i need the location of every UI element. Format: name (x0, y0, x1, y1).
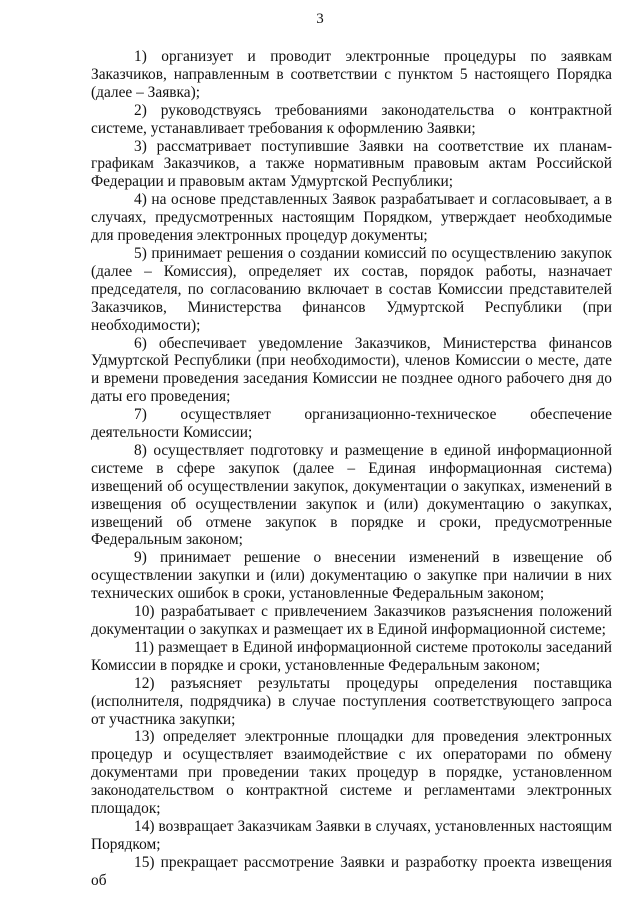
list-item: 14) возвращает Заказчикам Заявки в случаях, установленных настоящим Порядком; (91, 817, 612, 853)
list-item: 15) прекращает рассмотрение Заявки и разработку проекта извещения об (91, 853, 612, 889)
list-item: 3) рассматривает поступившие Заявки на соответствие их планам-графикам Заказчиков, а также нормативным правовым актам Российской Федерации и правовым актам Удмуртской Республики; (91, 137, 612, 191)
list-item: 11) размещает в Единой информационной системе протоколы заседаний Комиссии в порядке и сроки, установленные Федеральным законом; (91, 638, 612, 674)
list-item: 7) осуществляет организационно-техническое обеспечение деятельности Комиссии; (91, 406, 612, 442)
list-item: 10) разрабатывает с привлечением Заказчиков разъяснения положений документации о закупках и размещает их в Единой информационной системе; (91, 603, 612, 638)
list-item: 6) обеспечивает уведомление Заказчиков, Министерства финансов Удмуртской Республики (при необходимости), членов Комиссии о месте, дате и времени проведения заседания Комиссии не позднее одного рабочего дня до даты его проведения; (91, 334, 612, 406)
list-item: 13) определяет электронные площадки для проведения электронных процедур и осуществляет взаимодействие с их операторами по обмену документами при проведении таких процедур в порядке, установленном законодательством о контрактной системе и регламентами электронных площадок; (91, 728, 612, 818)
page-number: 3 (316, 11, 324, 27)
list-item: 12) разъясняет результаты процедуры определения поставщика (исполнителя, подрядчика) в случае поступления соответствующего запроса от участника закупки; (91, 674, 612, 728)
document-body (91, 48, 612, 890)
list-item: 1) организует и проводит электронные процедуры по заявкам Заказчиков, направленным в соответствии с пунктом 5 настоящего Порядка (далее – Заявка); (91, 48, 612, 101)
list-item: 8) осуществляет подготовку и размещение в единой информационной системе в сфере закупок (далее – Единая информационная система) извещений об осуществлении закупок, документации о закупках, изменений в извещения об осуществлении закупок и (или) документацию о закупках, извещений об отмене закупок в порядке и сроки, предусмотренные Федеральным законом; (91, 441, 612, 549)
list-item: 4) на основе представленных Заявок разрабатывает и согласовывает, а в случаях, предусмотренных настоящим Порядком, утверждает необходимые для проведения электронных процедур документы; (91, 191, 612, 245)
list-item: 5) принимает решения о создании комиссий по осуществлению закупок (далее – Комиссия), определяет их состав, порядок работы, назначает председателя, по согласованию включает в состав Комиссии представителей Заказчиков, Министерства финансов Удмуртской Республики (при необходимости); (91, 244, 612, 334)
list-item: 9) принимает решение о внесении изменений в извещение об осуществлении закупки и (или) документацию о закупке при наличии в них технических ошибок в сроки, установленные Федеральным законом; (91, 549, 612, 603)
list-item: 2) руководствуясь требованиями законодательства о контрактной системе, устанавливает требования к оформлению Заявки; (91, 101, 612, 137)
